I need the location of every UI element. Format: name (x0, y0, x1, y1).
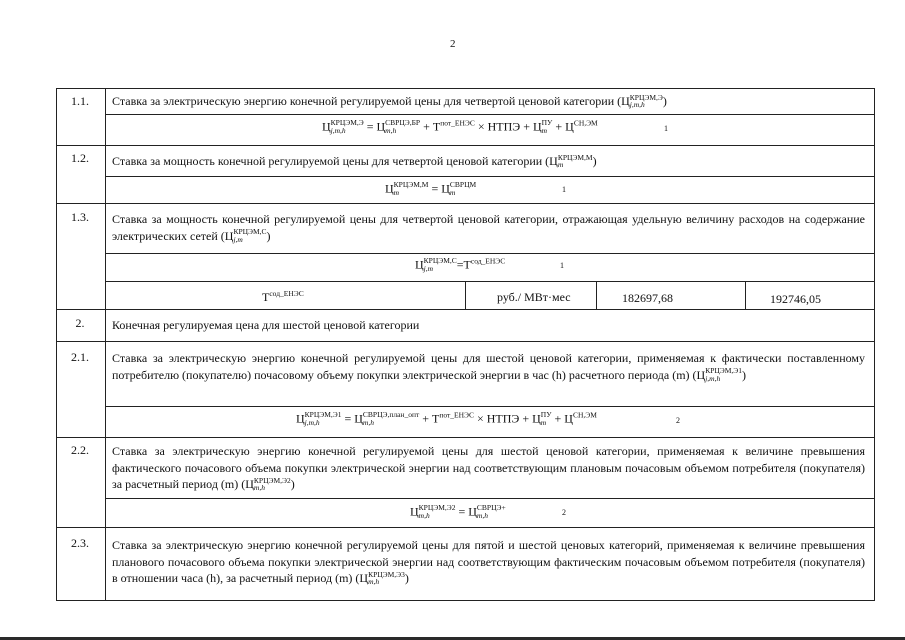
tariff-value-2: 192746,05 (770, 292, 821, 306)
table-border (56, 88, 875, 89)
table-border (56, 203, 875, 204)
formula-marker: 1 (560, 261, 564, 270)
row-number: 1.2. (71, 151, 89, 165)
row-description: Ставка за мощность конечной регулируемой цены для четвертой ценовой категории, отражающая удельную величину расходов на содержание электрических сетей (Ц КРЦЭМ,С j,m ) (112, 212, 865, 244)
tariff-unit: руб./ МВт·мес (497, 290, 571, 304)
formula-marker: 2 (676, 416, 680, 425)
formula-marker: 1 (562, 185, 566, 194)
table-border (56, 309, 875, 310)
row-number: 2. (75, 316, 85, 330)
row-number: 1.3. (71, 210, 89, 224)
row-description: Ставка за электрическую энергию конечной регулируемой цены для пятой и шестой ценовых категорий, применяемая к величине превышения планового почасового объема покупки электрической энергии над соответствующим фактическим почасовым объемом потребителя (покупателя) в отношении часа (h), за расчетный период (m) (Ц КРЦЭМ,Э3 m,h ) (112, 538, 865, 586)
table-border (105, 406, 875, 407)
row-description: Ставка за электрическую энергию конечной регулируемой цены для четвертой ценовой категории (Ц КРЦЭМ,Э j,m,h ) (112, 92, 667, 109)
row-description: Ставка за электрическую энергию конечной регулируемой цены для шестой ценовой категории, применяемая к фактически поставленному потребителю (покупателю) почасовому объему покупки электрической энергии в час (h) расчетного периода (m) (Ц КРЦЭМ,Э1 j,m,h ) (112, 351, 865, 383)
row-description: Ставка за электрическую энергию конечной регулируемой цены для шестой ценовой категории, применяемая к величине превышения фактического почасового объема покупки электрической энергии над соответствующим плановым почасовым объемом потребителя (покупателя) за расчетный период (m) (Ц КРЦЭМ,Э2 m,h ) (112, 444, 865, 492)
table-border (105, 114, 875, 115)
row-number: 1.1. (71, 94, 89, 108)
table-border (56, 145, 875, 146)
formula-network-rate: Ц КРЦЭМ,С j,m $=Т^{сод\_ЕНЭС}$ (415, 256, 506, 273)
table-border (56, 437, 875, 438)
table-border (56, 600, 875, 601)
table-border (596, 281, 597, 309)
table-border (465, 281, 466, 309)
page-number: 2 (450, 38, 456, 50)
table-border (105, 253, 875, 254)
tariff-label: $Т^{сод\_ЕНЭС}$ (262, 289, 304, 304)
formula-capacity-rate-4: Ц КРЦЭМ,М m = Ц СВРЦМ m (385, 180, 477, 197)
tariff-value-1: 182697,68 (622, 291, 673, 305)
row-number: 2.2. (71, 443, 89, 457)
formula-energy-rate-6: Ц КРЦЭМ,Э1 j,m,h = Ц СВРЦЭ,план_опт m,h + $Т^{пот\_ЕНЭС}$ × НТПЭ + Ц ПУ m + $Ц^{СН,ЭМ}$ (296, 410, 597, 427)
table-border (105, 498, 875, 499)
row-description: Конечная регулируемая цена для шестой ценовой категории (112, 318, 420, 332)
table-border (105, 176, 875, 177)
table-border (874, 88, 875, 600)
row-number: 2.1. (71, 350, 89, 364)
row-description: Ставка за мощность конечной регулируемой цены для четвертой ценовой категории (Ц КРЦЭМ,М m ) (112, 152, 597, 169)
formula-energy-rate-4: Ц КРЦЭМ,Э j,m,h = Ц СВРЦЭ,БР m,h + $Т^{пот\_ЕНЭС}$ × НТПЭ + Ц ПУ m + $Ц^{СН,ЭМ}$ (322, 118, 598, 135)
row-number: 2.3. (71, 536, 89, 550)
formula-marker: 2 (562, 508, 566, 517)
formula-marker: 1 (664, 124, 668, 133)
table-border (105, 281, 875, 282)
table-border (745, 281, 746, 309)
table-border (56, 341, 875, 342)
formula-excess-rate: Ц КРЦЭМ,Э2 m,h = Ц СВРЦЭ+ m,h (410, 503, 506, 520)
table-border (56, 527, 875, 528)
